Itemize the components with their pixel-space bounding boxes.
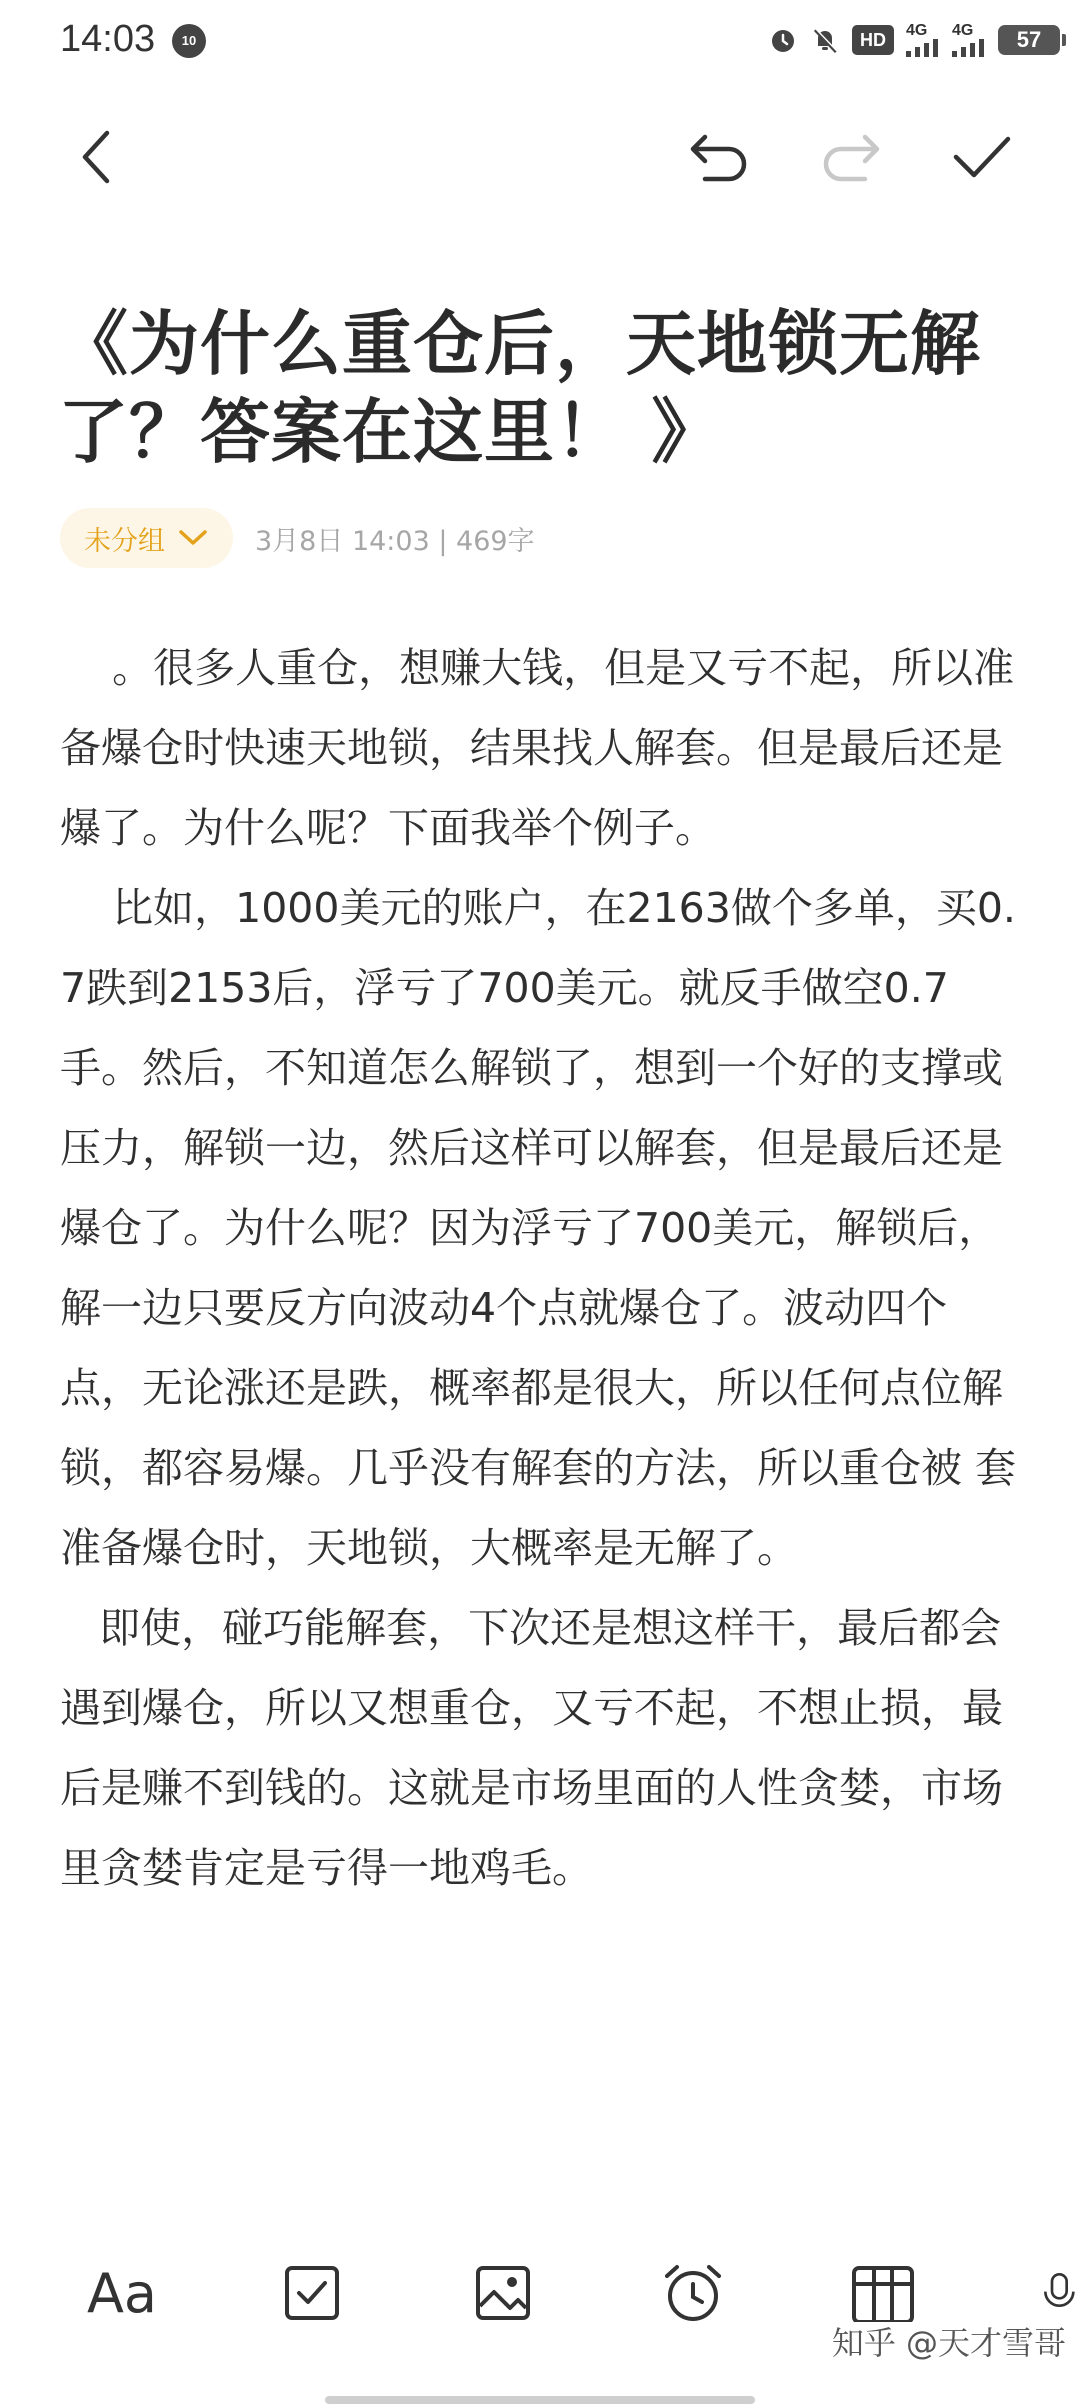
hd-voice-badge: HD xyxy=(852,25,894,55)
notification-count-badge: 10 xyxy=(172,24,206,58)
content-fade xyxy=(0,2150,1080,2220)
checklist-icon xyxy=(283,2264,341,2322)
undo-button[interactable] xyxy=(685,122,755,192)
back-chevron-icon xyxy=(77,129,117,185)
signal-group-1 xyxy=(906,23,940,57)
back-button[interactable] xyxy=(62,122,132,192)
table-icon xyxy=(850,2264,916,2322)
redo-icon xyxy=(817,129,883,185)
chevron-down-icon xyxy=(177,528,209,548)
checklist-button[interactable] xyxy=(267,2248,357,2338)
text-format-button[interactable] xyxy=(77,2248,167,2338)
signal-icon xyxy=(952,39,986,57)
home-indicator[interactable] xyxy=(325,2396,755,2404)
alarm-status-icon xyxy=(768,25,798,55)
undo-icon xyxy=(687,129,753,185)
zhihu-watermark: 知乎 @天才雪哥 xyxy=(831,2324,1066,2362)
insert-image-button[interactable] xyxy=(458,2248,548,2338)
status-time: 14:03 xyxy=(60,18,156,60)
done-button[interactable] xyxy=(947,122,1017,192)
battery-indicator: 57 xyxy=(998,25,1060,55)
editor-toolbar xyxy=(0,100,1080,210)
note-meta-row xyxy=(60,508,535,568)
mute-icon xyxy=(810,25,840,55)
note-body[interactable] xyxy=(60,628,1020,1908)
network-type-1: 4G xyxy=(906,22,928,39)
image-icon xyxy=(474,2264,532,2322)
status-icons xyxy=(768,18,1060,62)
paragraph: 比如，1000美元的账户，在2163做个多单，买0.7跌到2153后，浮亏了700美元。就反手做空0.7手。然后，不知道怎么解锁了，想到一个好的支撑或压力，解锁一边，然后这样可以解套，但是最后还是爆仓了。为什么呢？因为浮亏了700美元，解锁后，解一边只要反方向波动4个点就爆仓了。波动四个点，无论涨还是跌，概率都是很大，所以任何点位解锁，都容易爆。几乎没有解套的方法，所以重仓被 套准备爆仓时，天地锁，大概率是无解了。 xyxy=(60,884,1017,1572)
paragraph: 即使，碰巧能解套，下次还是想这样干，最后都会遇到爆仓，所以又想重仓，又亏不起，不想止损，最后是赚不到钱的。这就是市场里面的人性贪婪，市场里贪婪肯定是亏得一地鸡毛。 xyxy=(60,1604,1003,1892)
redo-button[interactable] xyxy=(815,122,885,192)
group-selector[interactable] xyxy=(60,508,233,568)
text-format-icon: Aa xyxy=(86,2261,158,2325)
group-label: 未分组 xyxy=(84,525,165,557)
signal-group-2 xyxy=(952,23,986,57)
status-bar xyxy=(0,0,1080,80)
paragraph: 。很多人重仓，想赚大钱，但是又亏不起，所以准备爆仓时快速天地锁，结果找人解套。但是最后还是爆了。为什么呢？下面我举个例子。 xyxy=(60,644,1015,852)
note-date-wordcount: 3月8日 14:03 | 469字 xyxy=(255,525,535,557)
bottom-toolbar xyxy=(0,2218,1080,2408)
signal-icon xyxy=(906,39,940,57)
reminder-button[interactable] xyxy=(648,2248,738,2338)
network-type-2: 4G xyxy=(952,22,974,39)
note-title[interactable]: 《为什么重仓后，天地锁无解了？答案在这里！ 》 xyxy=(58,303,981,474)
check-icon xyxy=(952,133,1012,181)
alarm-icon xyxy=(661,2262,725,2324)
mic-icon xyxy=(1040,2261,1080,2325)
